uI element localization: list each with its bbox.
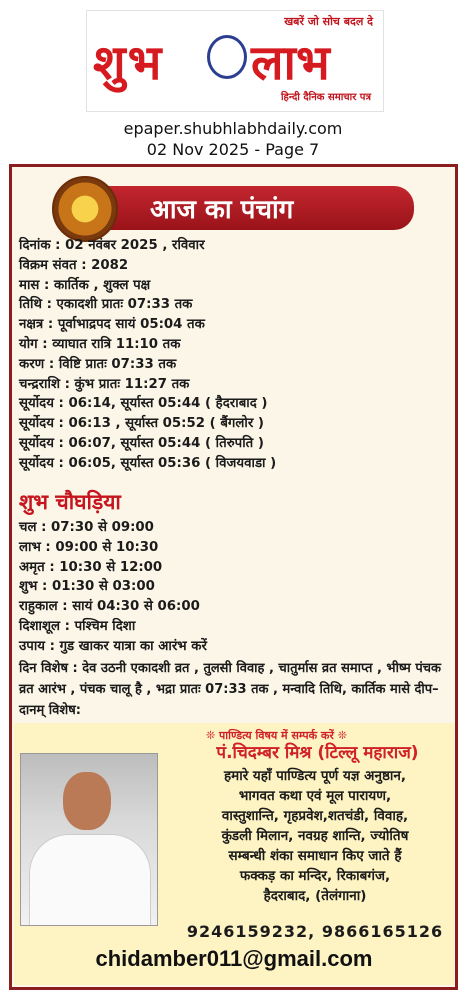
site-info xyxy=(0,118,466,160)
zodiac-wheel-icon xyxy=(52,176,118,242)
ad-line: हैदराबाद, (तेलंगाना) xyxy=(263,888,367,904)
ad-line: फक्कड़ का मन्दिर, रिकाबगंज, xyxy=(239,868,391,884)
masthead-tagline: खबरें जो सोच बदल दे xyxy=(284,15,373,28)
ad-line: सम्बन्धी शंका समाधान किए जाते हैं xyxy=(228,848,402,864)
panchang-details xyxy=(19,236,459,474)
choghadiya-line: दिशाशूल : पश्चिम दिशा xyxy=(19,618,136,634)
choghadiya-line: राहुकाल : सायं 04:30 से 06:00 xyxy=(19,599,200,615)
photo-shirt xyxy=(29,834,151,926)
logo-word-shubh: शुभ xyxy=(93,35,164,91)
panchang-line: मास : कार्तिक , शुक्ल पक्ष xyxy=(19,277,151,293)
panchang-line: दिनांक : 02 नवंबर 2025 , रविवार xyxy=(19,238,205,253)
ganesh-logo-icon xyxy=(207,35,247,79)
ad-services xyxy=(165,766,465,906)
pandit-photo xyxy=(20,753,158,926)
choghadiya-line: उपाय : गुड खाकर यात्रा का आरंभ करें xyxy=(19,638,207,654)
ad-line: हमारे यहाँ पाण्डित्य पूर्ण यज्ञ अनुष्ठान, xyxy=(223,768,407,784)
panchang-line: सूर्योदय : 06:05, सूर्यास्त 05:36 ( विजयवाडा ) xyxy=(19,455,277,471)
site-url: epaper.shubhlabhdaily.com xyxy=(123,119,343,138)
panchang-line: करण : विष्टि प्रातः 07:33 तक xyxy=(19,356,177,372)
panchang-line: योग : व्याघात रात्रि 11:10 तक xyxy=(19,336,181,352)
choghadiya-details xyxy=(19,518,459,657)
ad-phone-numbers: 9246159232, 9866165126 xyxy=(186,922,444,941)
newspaper-masthead xyxy=(86,10,384,112)
logo-word-labh: लाभ xyxy=(251,35,330,91)
choghadiya-line: लाभ : 09:00 से 10:30 xyxy=(19,539,159,555)
panchang-title: आज का पंचांग xyxy=(150,195,294,225)
masthead-subtag: हिन्दी दैनिक समाचार पत्र xyxy=(280,92,371,103)
panchang-line: विक्रम संवत : 2082 xyxy=(19,257,129,273)
ad-line: भागवत कथा एवं मूल पारायण, xyxy=(238,788,392,804)
choghadiya-line: चल : 07:30 से 09:00 xyxy=(19,520,154,535)
date-page: 02 Nov 2025 - Page 7 xyxy=(146,140,320,159)
ad-header: ❊ पाण्डित्य विषय में सम्पर्क करें ❊ xyxy=(206,729,347,742)
choghadiya-title: शुभ चौघड़िया xyxy=(19,490,121,514)
day-special: दिन विशेष : देव उठनी एकादशी व्रत , तुलसी विवाह , चातुर्मास व्रत समाप्त , भीष्म पंचक व्रत आरंभ , पंचक चालू है , भद्रा प्रातः 07:33 तक , मन्वादि तिथि, कार्तिक मासे दीप–दानम् विशेष: xyxy=(19,661,441,718)
ad-line: कुंडली मिलान, नवग्रह शान्ति, ज्योतिष xyxy=(221,828,409,844)
ad-email: chidamber011@gmail.com xyxy=(95,946,373,971)
panchang-line: सूर्योदय : 06:14, सूर्यास्त 05:44 ( हैदराबाद ) xyxy=(19,396,268,412)
photo-face xyxy=(63,772,111,830)
ad-line: वास्तुशान्ति, गृहप्रवेश,शतचंडी, विवाह, xyxy=(221,808,409,824)
choghadiya-line: शुभ : 01:30 से 03:00 xyxy=(19,579,155,595)
choghadiya-line: अमृत : 10:30 से 12:00 xyxy=(19,559,163,575)
panchang-line: नक्षत्र : पूर्वाभाद्रपद सायं 05:04 तक xyxy=(19,317,205,333)
panchang-line: चन्द्रराशि : कुंभ प्रातः 11:27 तक xyxy=(19,376,190,392)
pandit-name: पं.चिदम्बर मिश्र (टिल्लू महाराज) xyxy=(216,743,419,763)
panchang-line: तिथि : एकादशी प्रातः 07:33 तक xyxy=(19,297,193,313)
panchang-line: सूर्योदय : 06:07, सूर्यास्त 05:44 ( तिरुपति ) xyxy=(19,435,264,451)
panchang-line: सूर्योदय : 06:13 , सूर्यास्त 05:52 ( बैंगलोर ) xyxy=(19,416,264,432)
